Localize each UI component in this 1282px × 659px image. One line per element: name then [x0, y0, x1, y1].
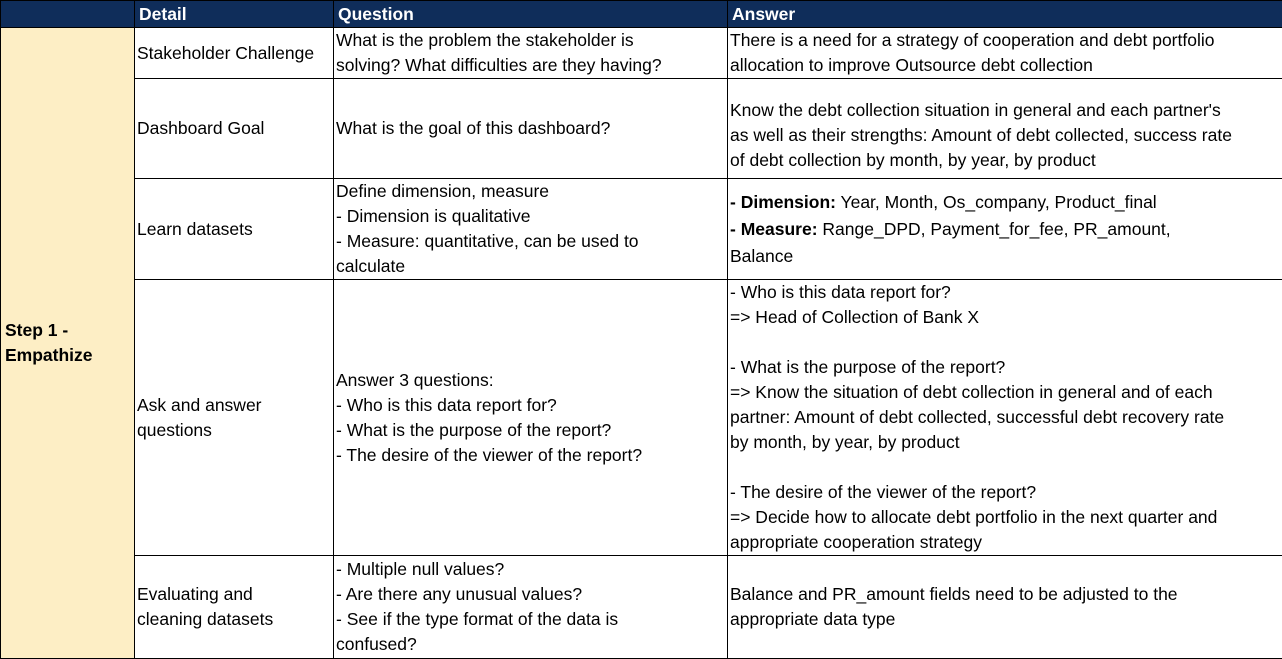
question-cell: - Multiple null values? - Are there any unusual values? - See if the type format of the data is confused? [334, 556, 728, 659]
header-question: Question [334, 1, 728, 28]
detail-cell: Stakeholder Challenge [135, 28, 334, 79]
table-row [1, 280, 1282, 556]
detail-cell: Evaluating and cleaning datasets [135, 556, 334, 659]
table-row [1, 179, 1282, 280]
detail-cell: Learn datasets [135, 179, 334, 280]
question-cell: Define dimension, measure - Dimension is qualitative - Measure: quantitative, can be used to calculate [334, 179, 728, 280]
question-cell: What is the goal of this dashboard? [334, 79, 728, 179]
measure-label: - Measure: [730, 219, 818, 239]
answer-cell: - Who is this data report for? => Head of Collection of Bank X - What is the purpose of the report? => Know the situation of debt collection in general and of each partner: Amount of debt collected, successful debt recovery rate by month, by year, by product - The desire of the viewer of the report? => Decide how to allocate debt portfolio in the next quarter and appropriate cooperation strategy [728, 280, 1282, 556]
detail-cell: Dashboard Goal [135, 79, 334, 179]
answer-cell: Balance and PR_amount fields need to be adjusted to the appropriate data type [728, 556, 1282, 659]
question-cell: What is the problem the stakeholder is solving? What difficulties are they having? [334, 28, 728, 79]
answer-cell: Know the debt collection situation in general and each partner's as well as their strengths: Amount of debt collected, success rate of debt collection by month, by year, by product [728, 79, 1282, 179]
dimension-value: Year, Month, Os_company, Product_final [836, 192, 1157, 212]
table-row [1, 28, 1282, 79]
table-row [1, 79, 1282, 179]
header-detail: Detail [135, 1, 334, 28]
dimension-label: - Dimension: [730, 192, 836, 212]
table-row [1, 556, 1282, 659]
header-answer: Answer [728, 1, 1282, 28]
answer-cell [728, 179, 1282, 280]
step-label: Step 1 - Empathize [1, 28, 135, 659]
detail-cell: Ask and answer questions [135, 280, 334, 556]
answer-cell: There is a need for a strategy of cooperation and debt portfolio allocation to improve Outsource debt collection [728, 28, 1282, 79]
measure-value: Range_DPD, Payment_for_fee, PR_amount, Balance [730, 219, 1171, 266]
question-cell: Answer 3 questions: - Who is this data report for? - What is the purpose of the report? - The desire of the viewer of the report? [334, 280, 728, 556]
header-row [1, 1, 1282, 28]
header-step [1, 1, 135, 28]
